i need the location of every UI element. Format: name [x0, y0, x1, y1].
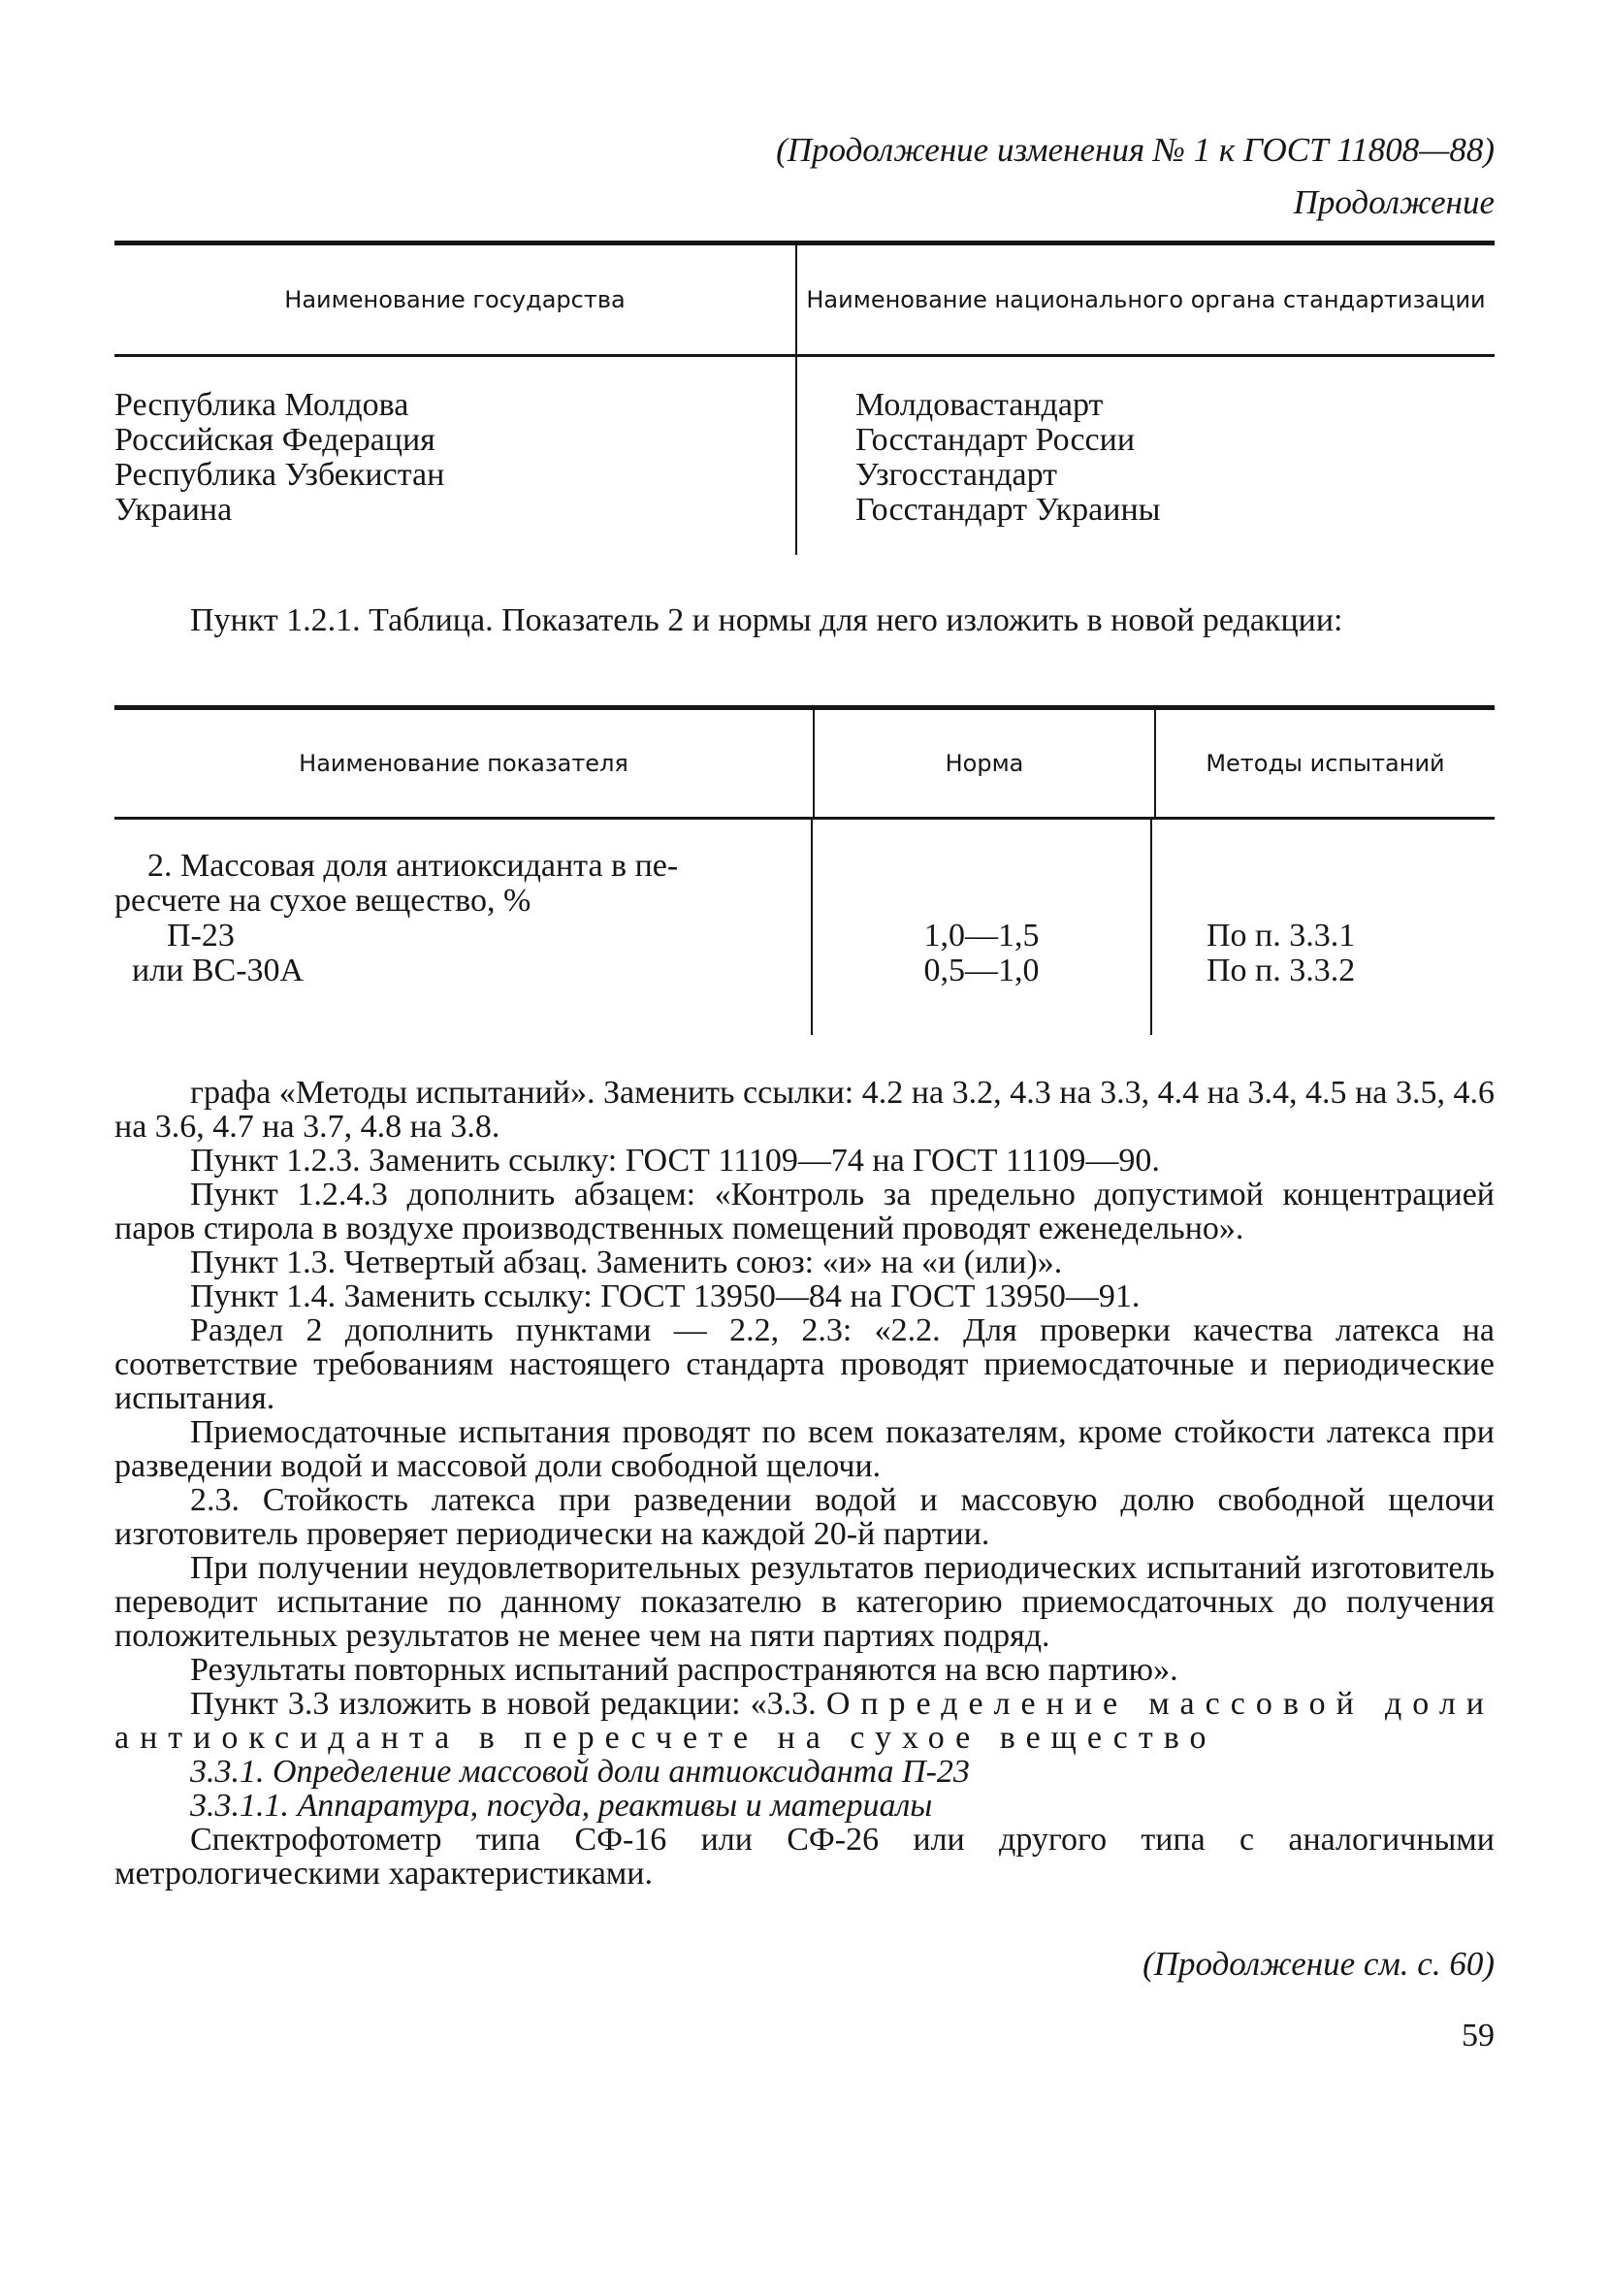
table-row-organ: Госстандарт Украины [855, 492, 1161, 528]
indicator-table-body [114, 820, 1495, 1035]
paragraph: При получении неудовлетворительных результатов периодических испытаний изготовитель переводит испытание по данному показателю в категорию приемосдаточных до получения положительных результатов не менее чем на пяти партиях подряд. [114, 1550, 1495, 1654]
states-table-header [114, 241, 1495, 357]
continuation-header: (Продолжение изменения № 1 к ГОСТ 11808—88) [776, 131, 1495, 169]
indicator-table-header [114, 705, 1495, 820]
paragraph-table-intro: Пункт 1.2.1. Таблица. Показатель 2 и нормы для него изложить в новой редакции: [190, 602, 1343, 638]
paragraph [114, 1687, 1495, 1755]
table-continued-label: Продолжение [1293, 183, 1495, 221]
subsection-heading: 3.3.1.1. Аппаратура, посуда, реактивы и материалы [190, 1788, 933, 1824]
col-indicator [114, 820, 813, 1035]
paragraph: Пункт 1.2.3. Заменить ссылку: ГОСТ 11109—74 на ГОСТ 11109—90. [190, 1143, 1160, 1179]
col-organ [797, 357, 1495, 555]
table-row-state: Украина [114, 492, 233, 528]
col-methods [1152, 820, 1495, 1035]
paragraph: Пункт 1.2.4.3 дополнить абзацем: «Контроль за предельно допустимой концентрацией паров стирола в воздухе производственных помещений проводят еженедельно». [114, 1177, 1495, 1246]
col-state-header: Наименование государства [114, 245, 797, 354]
norm-value: 1,0—1,5 [923, 918, 1040, 954]
paragraph-lead: Пункт 3.3 изложить в новой редакции: «3.3. [190, 1686, 817, 1722]
continuation-footer: (Продолжение см. с. 60) [1142, 1945, 1495, 1983]
indicator-sub: или ВС-30А [132, 953, 305, 988]
norm-value: 0,5—1,0 [923, 953, 1040, 988]
states-table [114, 241, 1495, 555]
method-value: По п. 3.3.2 [1207, 953, 1356, 988]
col-methods-header: Методы испытаний [1206, 750, 1445, 777]
col-state [114, 357, 797, 555]
paragraph: 2.3. Стойкость латекса при разведении водой и массовую долю свободной щелочи изготовитель проверяет периодически на каждой 20-й партии. [114, 1482, 1495, 1552]
col-norm [813, 820, 1152, 1035]
col-organ-header: Наименование национального органа стандартизации [806, 286, 1486, 313]
paragraph: графа «Методы испытаний». Заменить ссылки: 4.2 на 3.2, 4.3 на 3.3, 4.4 на 3.4, 4.5 на 3.5, 4.6 на 3.6, 4.7 на 3.7, 4.8 на 3.8. [114, 1075, 1495, 1145]
col-indicator-header: Наименование показателя [114, 710, 815, 817]
col-norm-header: Норма [815, 710, 1156, 817]
spaced-heading: Определение массовой доли антиоксиданта в пересчете на сухое вещество [114, 1686, 1495, 1756]
method-value: По п. 3.3.1 [1207, 918, 1356, 954]
body-text [114, 1076, 1495, 1891]
indicator-text: 2. Массовая доля антиоксиданта в пе- [147, 848, 679, 884]
indicator-text: ресчете на сухое вещество, % [114, 883, 531, 919]
table-row-organ: Узгосстандарт [855, 457, 1058, 493]
states-table-body [114, 357, 1495, 555]
paragraph: Спектрофотометр типа СФ-16 или СФ-26 или другого типа с аналогичными метрологическими характеристиками. [114, 1822, 1495, 1892]
section-heading: 3.3.1. Определение массовой доли антиоксиданта П-23 [190, 1754, 970, 1790]
table-row-organ: Молдовастандарт [855, 387, 1104, 423]
paragraph: Результаты повторных испытаний распространяются на всю партию». [190, 1652, 1178, 1688]
indicator-table [114, 705, 1495, 1035]
table-row-state: Российская Федерация [114, 422, 435, 458]
page-number: 59 [1462, 2018, 1495, 2053]
indicator-sub: П-23 [167, 918, 235, 954]
table-row-state: Республика Узбекистан [114, 457, 445, 493]
table-row-state: Республика Молдова [114, 387, 409, 423]
paragraph: Приемосдаточные испытания проводят по всем показателям, кроме стойкости латекса при разведении водой и массовой доли свободной щелочи. [114, 1414, 1495, 1484]
table-row-organ: Госстандарт России [855, 422, 1136, 458]
paragraph: Пункт 1.3. Четвертый абзац. Заменить союз: «и» на «и (или)». [190, 1245, 1063, 1280]
paragraph: Раздел 2 дополнить пунктами — 2.2, 2.3: «2.2. Для проверки качества латекса на соответствие требованиям настоящего стандарта проводят приемосдаточные и периодические испытания. [114, 1312, 1495, 1416]
paragraph: Пункт 1.4. Заменить ссылку: ГОСТ 13950—84 на ГОСТ 13950—91. [190, 1278, 1141, 1314]
